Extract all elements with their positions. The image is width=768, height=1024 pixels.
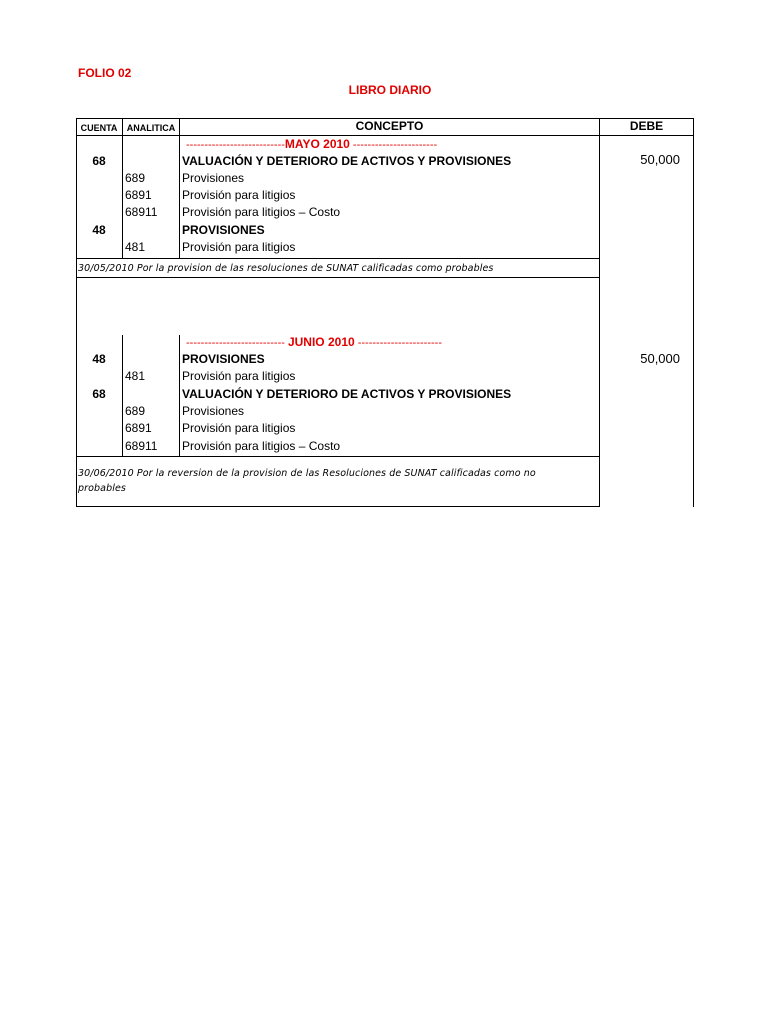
analitica-divider-1 xyxy=(179,118,180,259)
entry1-row1-concepto: VALUACIÓN Y DETERIORO DE ACTIVOS Y PROVISIONES xyxy=(182,154,512,168)
cuenta-divider-2 xyxy=(122,335,123,457)
period-dashes-left: --------------------------- xyxy=(186,139,285,151)
entry2-row3-concepto: VALUACIÓN Y DETERIORO DE ACTIVOS Y PROVISIONES xyxy=(182,387,512,401)
entry1-row1-debe: 50,000 xyxy=(640,152,680,167)
table-left-border xyxy=(76,118,77,507)
entry1-row2-concepto: Provisiones xyxy=(182,171,245,185)
entry2-row2-analitica: 481 xyxy=(125,369,146,383)
entry1-row4-concepto: Provisión para litigios – Costo xyxy=(182,205,341,219)
entry1-row6-analitica: 481 xyxy=(125,240,146,254)
entry2-row5-concepto: Provisión para litigios xyxy=(182,421,296,435)
period-label: MAYO 2010 xyxy=(284,137,350,151)
cuenta-divider-1 xyxy=(122,118,123,259)
entry2-row6-concepto: Provisión para litigios – Costo xyxy=(182,439,341,453)
entry1-note-bottom-border xyxy=(76,277,600,278)
period-label: JUNIO 2010 xyxy=(287,335,355,349)
period-dashes-right: ----------------------- xyxy=(354,337,442,349)
period-dashes-left: --------------------------- xyxy=(186,337,288,349)
entry1-row3-analitica: 6891 xyxy=(125,188,152,202)
entry1-note: 30/05/2010 Por la provision de las resoluciones de SUNAT calificadas como probables xyxy=(78,263,494,274)
entry1-row4-analitica: 68911 xyxy=(125,205,158,219)
entry1-row6-concepto: Provisión para litigios xyxy=(182,240,296,254)
entry2-row1-debe: 50,000 xyxy=(640,351,680,366)
entry1-note-top-border xyxy=(76,258,600,259)
entry2-row1-concepto: PROVISIONES xyxy=(182,352,265,366)
folio-number: FOLIO 02 xyxy=(78,66,132,80)
table-bottom-border xyxy=(76,506,600,507)
header-cuenta: CUENTA xyxy=(80,123,118,133)
entry1-row5-concepto: PROVISIONES xyxy=(182,223,265,237)
entry1-row3-concepto: Provisión para litigios xyxy=(182,188,296,202)
entry1-row1-cuenta: 68 xyxy=(92,154,106,168)
entry2-row3-cuenta: 68 xyxy=(92,387,106,401)
entry2-note-top-border xyxy=(76,456,600,457)
entry2-row5-analitica: 6891 xyxy=(125,421,152,435)
entry2-note-line1: 30/06/2010 Por la reversion de la provision de las Resoluciones de SUNAT calificadas como no xyxy=(78,468,536,479)
period-heading-mayo xyxy=(186,137,437,151)
header-debe: DEBE xyxy=(629,119,664,133)
header-concepto: CONCEPTO xyxy=(355,119,424,133)
page-title: LIBRO DIARIO xyxy=(348,83,432,97)
entry2-row6-analitica: 68911 xyxy=(125,439,158,453)
entry1-row2-analitica: 689 xyxy=(125,171,146,185)
entry2-note-line2: probables xyxy=(78,483,126,494)
entry2-row2-concepto: Provisión para litigios xyxy=(182,369,296,383)
entry1-row5-cuenta: 48 xyxy=(92,223,106,237)
period-dashes-right: ----------------------- xyxy=(349,139,438,151)
analitica-divider-2 xyxy=(179,335,180,457)
period-heading-junio xyxy=(186,335,442,349)
header-analitica: ANALITICA xyxy=(126,123,176,133)
concepto-divider xyxy=(599,118,600,507)
entry2-row1-cuenta: 48 xyxy=(92,352,106,366)
header-bottom-border xyxy=(76,135,694,136)
entry2-row4-analitica: 689 xyxy=(125,404,146,418)
entry2-row4-concepto: Provisiones xyxy=(182,404,245,418)
table-right-border xyxy=(693,118,694,507)
